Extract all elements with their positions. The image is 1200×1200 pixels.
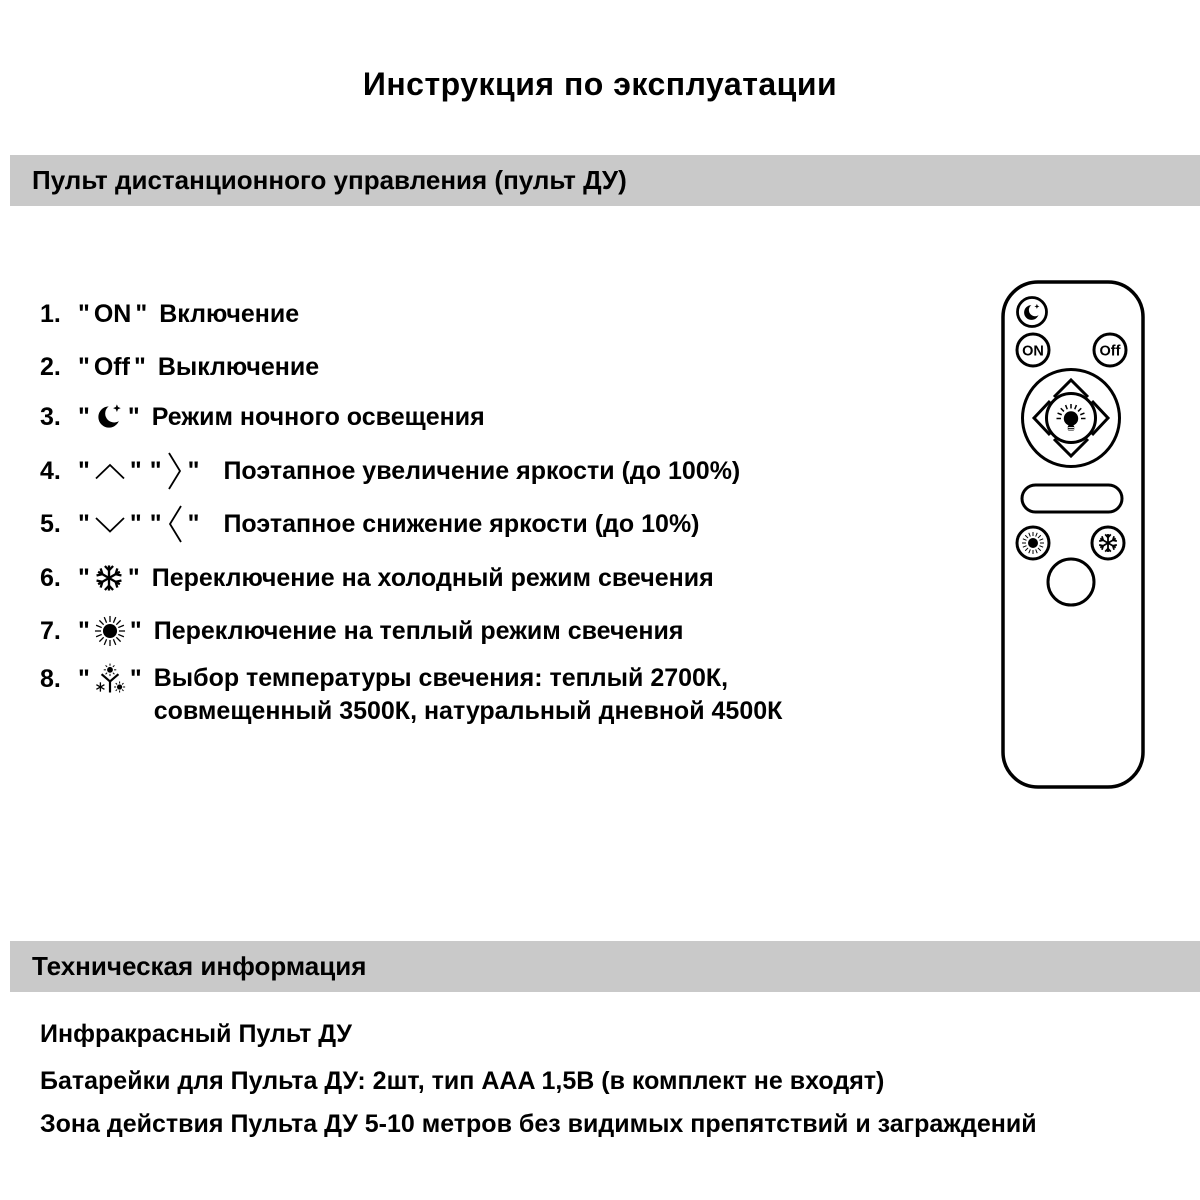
quote-mark: " <box>78 563 90 592</box>
section-header-remote: Пульт дистанционного управления (пульт ДУ) <box>32 165 627 195</box>
quote-mark: " <box>149 456 162 485</box>
item-text: Переключение на холодный режим свечения <box>151 563 714 592</box>
moon-night-icon <box>94 402 124 432</box>
item-text: Поэтапное увеличение яркости (до 100%) <box>223 456 741 485</box>
item-text: Выключение <box>157 352 320 381</box>
quote-mark: " <box>78 665 90 693</box>
quote-mark: " <box>78 509 90 538</box>
quote-mark: " <box>129 616 142 645</box>
item-text: Поэтапное снижение яркости (до 10%) <box>223 509 700 538</box>
item-text-block <box>154 662 783 728</box>
section-header-tech: Техническая информация <box>32 951 367 981</box>
item-number: 2. <box>40 352 61 381</box>
instruction-item-1 <box>40 297 299 331</box>
quote-mark: " <box>129 509 142 538</box>
item-number: 6. <box>40 563 61 592</box>
instruction-item-3 <box>40 398 485 436</box>
remote-on-label: ON <box>1022 343 1044 360</box>
item-text-line1: Выбор температуры свечения: теплый 2700К, <box>153 664 729 692</box>
quote-mark: " <box>135 299 148 328</box>
quote-mark: " <box>127 563 140 592</box>
section-bar-remote <box>10 155 1200 206</box>
instruction-item-4 <box>40 449 740 493</box>
instruction-item-8 <box>40 662 782 734</box>
remote-off-label: Off <box>1099 343 1121 360</box>
quote-mark: " <box>78 456 90 485</box>
quote-mark: " <box>78 616 90 645</box>
quote-mark: " <box>187 456 200 485</box>
on-button-label: ON <box>93 299 132 328</box>
instruction-item-5 <box>40 502 700 546</box>
item-number: 5. <box>40 509 61 538</box>
instruction-item-7 <box>40 612 683 650</box>
snowflake-icon <box>94 563 124 593</box>
item-number: 8. <box>40 665 61 693</box>
tech-line-batteries: Батарейки для Пульта ДУ: 2шт, тип AAA 1,5В (в комплект не входят) <box>40 1067 885 1095</box>
item-number: 4. <box>40 456 61 485</box>
quote-mark: " <box>78 299 90 328</box>
quote-mark: " <box>129 456 142 485</box>
chevron-up-icon <box>94 462 126 481</box>
section-bar-tech <box>10 941 1200 992</box>
item-text: Режим ночного освещения <box>151 402 485 431</box>
warm-sun-icon <box>94 615 126 647</box>
item-number: 3. <box>40 402 61 431</box>
quote-mark: " <box>187 509 200 538</box>
warm-sun-icon <box>1022 532 1044 554</box>
item-text-line2: совмещенный 3500К, натуральный дневной 4500К <box>153 697 783 725</box>
quote-mark: " <box>127 402 140 431</box>
item-number: 1. <box>40 299 61 328</box>
off-button-label: Off <box>93 352 130 381</box>
tech-line-range: Зона действия Пульта ДУ 5-10 метров без видимых препятствий и заграждений <box>40 1110 1037 1138</box>
tech-line-remote-type: Инфракрасный Пульт ДУ <box>40 1020 352 1048</box>
item-text: Переключение на теплый режим свечения <box>153 616 684 645</box>
color-temperature-icon <box>94 662 126 698</box>
item-text: Включение <box>159 299 300 328</box>
instruction-item-6 <box>40 559 714 597</box>
quote-mark: " <box>133 352 146 381</box>
page-title: Инструкция по эксплуатации <box>362 66 838 102</box>
quote-mark: " <box>129 665 142 693</box>
chevron-right-icon <box>166 450 184 492</box>
chevron-left-icon <box>166 503 184 545</box>
remote-control-illustration <box>998 276 1148 791</box>
quote-mark: " <box>78 402 90 431</box>
instruction-item-2 <box>40 350 319 384</box>
chevron-down-icon <box>94 515 126 534</box>
quote-mark: " <box>149 509 162 538</box>
item-number: 7. <box>40 616 61 645</box>
quote-mark: " <box>78 352 90 381</box>
